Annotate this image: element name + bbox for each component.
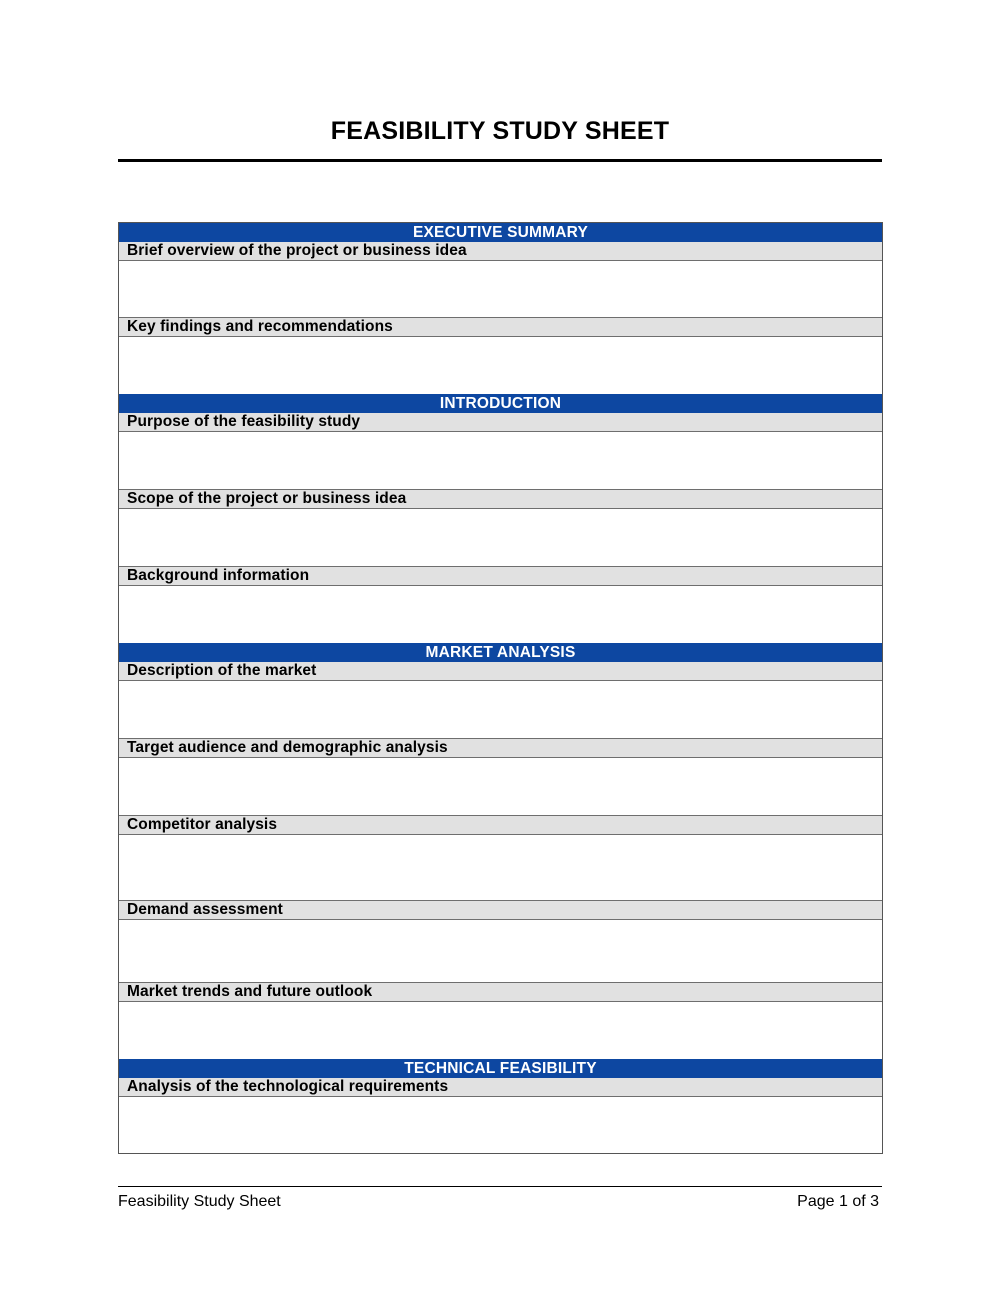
- section-header-market-analysis: MARKET ANALYSIS: [119, 643, 882, 662]
- field-label-key-findings: Key findings and recommendations: [119, 318, 882, 337]
- page-title: FEASIBILITY STUDY SHEET: [330, 117, 670, 145]
- field-input-target-audience[interactable]: [119, 758, 882, 816]
- footer-document-name: Feasibility Study Sheet: [118, 1193, 281, 1210]
- field-label-purpose: Purpose of the feasibility study: [119, 413, 882, 432]
- field-input-market-trends[interactable]: [119, 1002, 882, 1059]
- field-label-target-audience: Target audience and demographic analysis: [119, 739, 882, 758]
- field-label-technological-requirements: Analysis of the technological requirements: [119, 1078, 882, 1097]
- field-input-scope[interactable]: [119, 509, 882, 567]
- section-header-introduction: INTRODUCTION: [119, 394, 882, 413]
- section-header-technical-feasibility: TECHNICAL FEASIBILITY: [119, 1059, 882, 1078]
- field-label-background: Background information: [119, 567, 882, 586]
- field-input-purpose[interactable]: [119, 432, 882, 490]
- field-input-demand-assessment[interactable]: [119, 920, 882, 983]
- feasibility-form: [118, 222, 883, 1154]
- title-divider: [118, 159, 882, 162]
- field-input-key-findings[interactable]: [119, 337, 882, 394]
- field-label-market-trends: Market trends and future outlook: [119, 983, 882, 1002]
- footer-divider: [118, 1186, 882, 1187]
- field-input-background[interactable]: [119, 586, 882, 643]
- field-input-project-overview[interactable]: [119, 261, 882, 318]
- field-label-competitor-analysis: Competitor analysis: [119, 816, 882, 835]
- field-label-scope: Scope of the project or business idea: [119, 490, 882, 509]
- field-label-market-description: Description of the market: [119, 662, 882, 681]
- field-label-project-overview: Brief overview of the project or business idea: [119, 242, 882, 261]
- footer-page-number: Page 1 of 3: [797, 1193, 879, 1210]
- field-input-market-description[interactable]: [119, 681, 882, 739]
- field-input-technological-requirements[interactable]: [119, 1097, 882, 1153]
- field-input-competitor-analysis[interactable]: [119, 835, 882, 901]
- section-header-executive-summary: EXECUTIVE SUMMARY: [119, 223, 882, 242]
- field-label-demand-assessment: Demand assessment: [119, 901, 882, 920]
